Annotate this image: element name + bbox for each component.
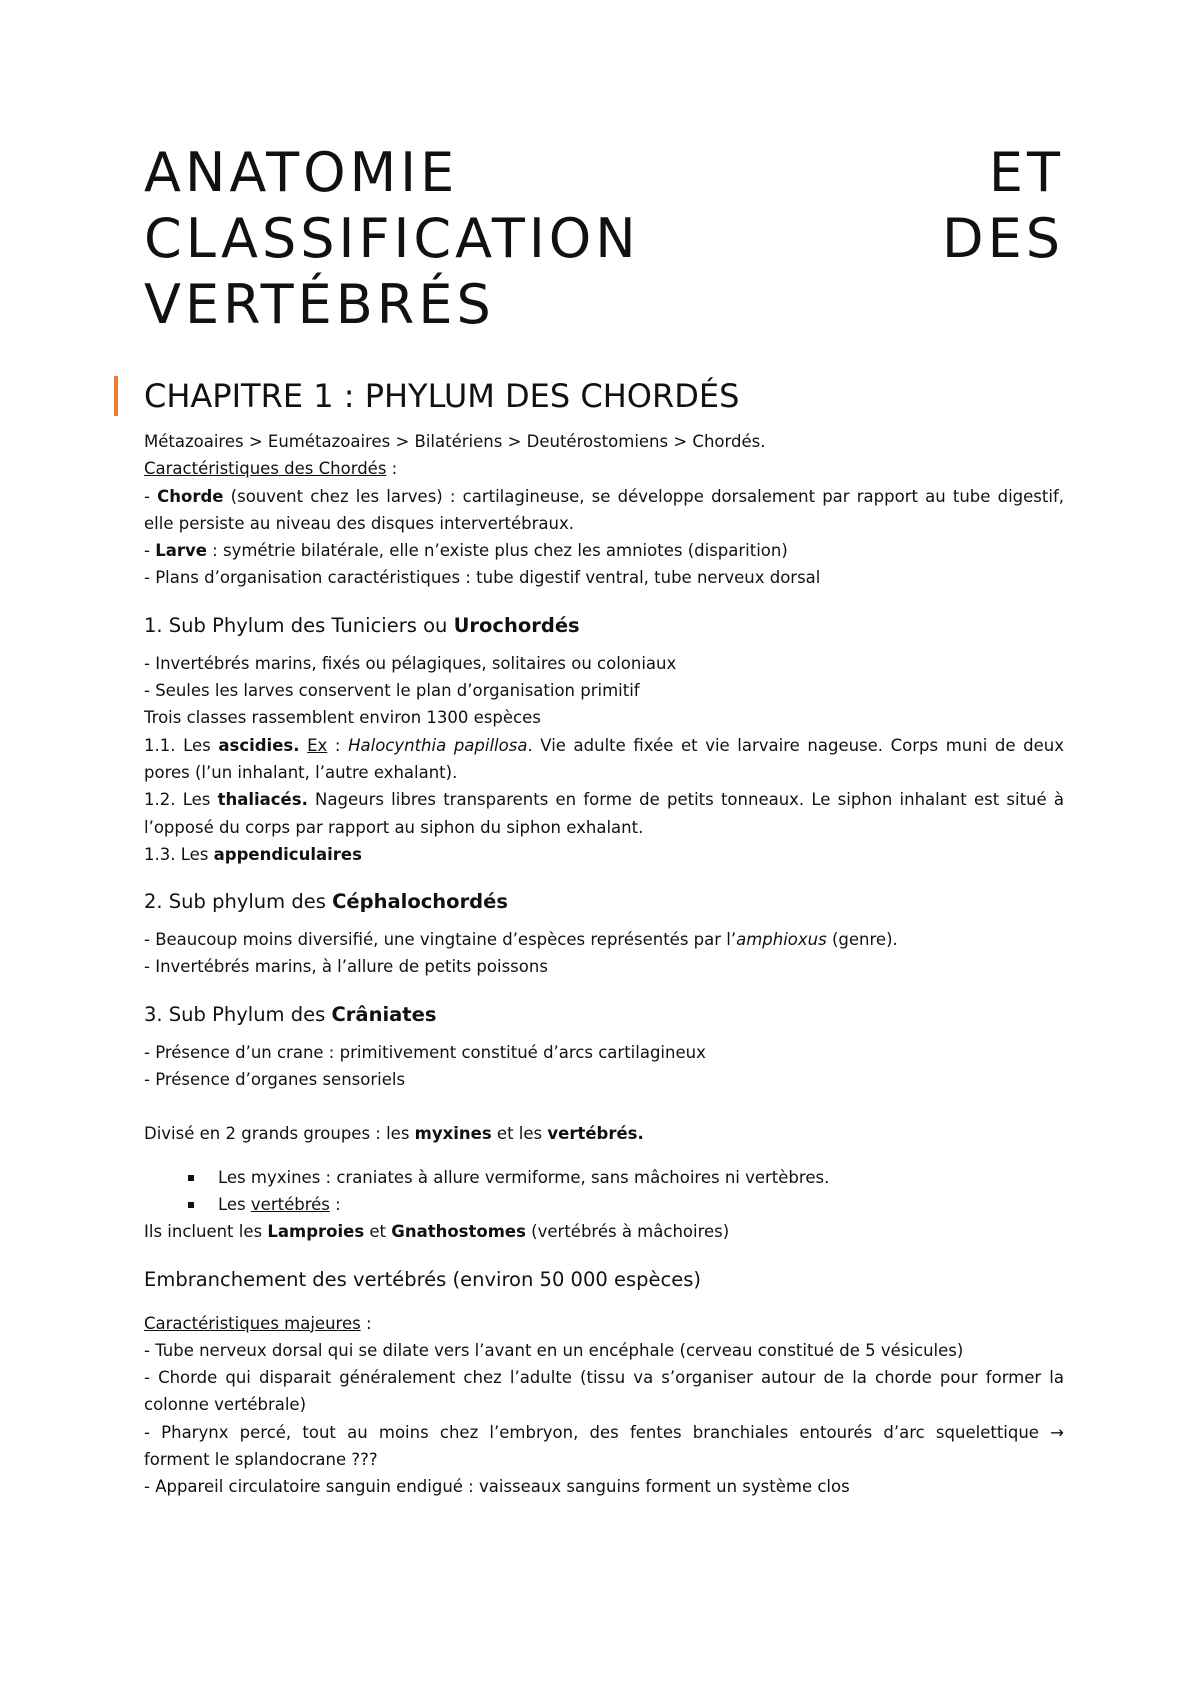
title-word-vertebres: VERTÉBRÉS bbox=[144, 273, 495, 336]
sub-2-text: Nageurs libres transparents en forme de petits tonneaux. Le siphon inhalant est situé à l’opposé du corps par rapport au siphon du siphon exhalant. bbox=[144, 790, 1064, 837]
section-4-carac-label bbox=[144, 1310, 1064, 1337]
section-2-item-1 bbox=[144, 926, 1064, 953]
title-word-et: ET bbox=[988, 141, 1064, 204]
sub-2-bold: thaliacés. bbox=[217, 790, 308, 810]
section-2-heading-bold: Céphalochordés bbox=[332, 890, 508, 914]
title-line-2 bbox=[144, 206, 1064, 272]
section-1-heading-bold: Urochordés bbox=[453, 613, 580, 637]
incluent-lamproies: Lamproies bbox=[267, 1222, 365, 1242]
document-title bbox=[144, 140, 1064, 338]
bullet-2-underline: vertébrés bbox=[250, 1194, 330, 1214]
chordes-characteristics-label bbox=[144, 455, 1064, 482]
section-1-heading-prefix: 1. Sub Phylum des Tuniciers ou bbox=[144, 613, 454, 637]
section-1-item-3: Trois classes rassemblent environ 1300 espèces bbox=[144, 708, 541, 728]
section-1-heading bbox=[144, 612, 1064, 640]
chapter-heading bbox=[144, 376, 1064, 416]
section-1-sub-3 bbox=[144, 841, 1064, 868]
chorde-text: (souvent chez les larves) : cartilagineuse, se développe dorsalement par rapport au tube digestif, elle persiste au niveau des disques intervertébraux. bbox=[144, 486, 1064, 533]
section-2-heading-prefix: 2. Sub phylum des bbox=[144, 890, 333, 914]
larve-paragraph bbox=[144, 537, 1064, 564]
sub-1-text: . Vie adulte fixée et vie larvaire nageuse. Corps muni de deux pores (l’un inhalant, l’autre exhalant). bbox=[144, 735, 1064, 782]
bullet-item-vertebres bbox=[144, 1191, 1064, 1218]
section-4-item-1: - Tube nerveux dorsal qui se dilate vers l’avant en un encéphale (cerveau constitué de 5 vésicules) bbox=[144, 1340, 964, 1360]
bullet-2-suffix: : bbox=[329, 1194, 341, 1214]
incluent-mid: et bbox=[364, 1222, 392, 1242]
sub-1-species: Halocynthia papillosa bbox=[348, 735, 528, 755]
sub-2-number: 1.2. Les bbox=[144, 790, 218, 810]
chapter-accent-bar bbox=[114, 376, 118, 416]
chorde-dash: - bbox=[144, 486, 158, 506]
section-4-item-3-text: - Pharynx percé, tout au moins chez l’embryon, des fentes branchiales entourés d’arc squelettique bbox=[144, 1422, 1051, 1442]
section-4-item-3 bbox=[144, 1419, 1064, 1446]
chapter-heading-text: CHAPITRE 1 : PHYLUM DES CHORDÉS bbox=[144, 377, 740, 415]
section-1-sub-2 bbox=[144, 786, 1064, 841]
bullet-2-prefix: Les bbox=[218, 1194, 251, 1214]
document-body bbox=[144, 428, 1064, 1501]
section-4-item-2: - Chorde qui disparait généralement chez l’adulte (tissu va s’organiser autour de la chorde pour former la colonne vertébrale) bbox=[144, 1368, 1064, 1415]
square-bullet-icon bbox=[188, 1175, 194, 1181]
divise-mid: et les bbox=[491, 1124, 548, 1144]
section-3-heading bbox=[144, 1001, 1064, 1029]
title-line-3 bbox=[144, 272, 1064, 338]
section-2-item-1-italic: amphioxus bbox=[736, 930, 827, 950]
document-page bbox=[144, 140, 1064, 1501]
title-word-des: DES bbox=[942, 207, 1064, 270]
section-3-heading-prefix: 3. Sub Phylum des bbox=[144, 1002, 332, 1026]
divise-myxines: myxines bbox=[414, 1124, 492, 1144]
lineage-line: Métazoaires > Eumétazoaires > Bilatériens > Deutérostomiens > Chordés. bbox=[144, 432, 766, 451]
spacer bbox=[144, 1148, 1064, 1164]
sub-3-bold: appendiculaires bbox=[213, 844, 362, 864]
sub-1-colon: : bbox=[327, 735, 349, 755]
section-3-divise bbox=[144, 1120, 1064, 1147]
sub-3-number: 1.3. Les bbox=[144, 844, 214, 864]
section-1-item-1: - Invertébrés marins, fixés ou pélagiques, solitaires ou coloniaux bbox=[144, 653, 677, 673]
chorde-paragraph bbox=[144, 483, 1064, 538]
chorde-term: Chorde bbox=[157, 486, 224, 506]
chordes-characteristics-colon: : bbox=[386, 459, 398, 479]
section-4-carac-colon: : bbox=[360, 1313, 372, 1333]
chordes-characteristics-underlined: Caractéristiques des Chordés bbox=[144, 459, 387, 479]
section-2-item-1-prefix: - Beaucoup moins diversifié, une vingtaine d’espèces représentés par l’ bbox=[144, 930, 737, 950]
larve-term: Larve bbox=[155, 541, 207, 561]
incluent-prefix: Ils incluent les bbox=[144, 1222, 268, 1242]
section-4-heading: Embranchement des vertébrés (environ 50 000 espèces) bbox=[144, 1267, 701, 1291]
right-arrow-icon: → bbox=[1050, 1422, 1064, 1442]
section-4-carac-underlined: Caractéristiques majeures bbox=[144, 1313, 361, 1333]
section-1-sub-1 bbox=[144, 732, 1064, 787]
divise-prefix: Divisé en 2 grands groupes : les bbox=[144, 1124, 415, 1144]
section-3-heading-bold: Crâniates bbox=[331, 1002, 437, 1026]
section-2-item-2: - Invertébrés marins, à l’allure de petits poissons bbox=[144, 957, 548, 977]
spacer bbox=[144, 1093, 1064, 1120]
section-3-item-2: - Présence d’organes sensoriels bbox=[144, 1070, 406, 1090]
incluent-gnathostomes: Gnathostomes bbox=[391, 1222, 526, 1242]
square-bullet-icon bbox=[188, 1202, 194, 1208]
larve-dash: - bbox=[144, 541, 156, 561]
title-line-1 bbox=[144, 140, 1064, 206]
section-3-incluent bbox=[144, 1218, 1064, 1245]
incluent-suffix: (vertébrés à mâchoires) bbox=[525, 1222, 730, 1242]
section-4-item-4: - Appareil circulatoire sanguin endigué : vaisseaux sanguins forment un système clos bbox=[144, 1477, 850, 1497]
sub-1-number: 1.1. Les bbox=[144, 735, 219, 755]
section-2-heading bbox=[144, 888, 1064, 916]
section-2-item-1-suffix: (genre). bbox=[826, 930, 898, 950]
bullet-item-myxines bbox=[144, 1164, 1064, 1191]
divise-vertebres: vertébrés. bbox=[547, 1124, 644, 1144]
section-4-item-3-continuation: forment le splandocrane ??? bbox=[144, 1450, 378, 1470]
section-3-item-1: - Présence d’un crane : primitivement constitué d’arcs cartilagineux bbox=[144, 1042, 706, 1062]
groups-bullet-list bbox=[144, 1164, 1064, 1219]
sub-1-example-label: Ex bbox=[307, 735, 328, 755]
title-word-classification: CLASSIFICATION bbox=[144, 207, 640, 270]
plans-paragraph: - Plans d’organisation caractéristiques : tube digestif ventral, tube nerveux dorsal bbox=[144, 568, 821, 588]
section-1-item-2: - Seules les larves conservent le plan d’organisation primitif bbox=[144, 681, 640, 701]
title-word-anatomie: ANATOMIE bbox=[144, 141, 459, 204]
bullet-1-text: Les myxines : craniates à allure vermiforme, sans mâchoires ni vertèbres. bbox=[218, 1167, 830, 1187]
larve-text: : symétrie bilatérale, elle n’existe plus chez les amniotes (disparition) bbox=[206, 541, 788, 561]
sub-1-bold: ascidies. bbox=[218, 735, 300, 755]
